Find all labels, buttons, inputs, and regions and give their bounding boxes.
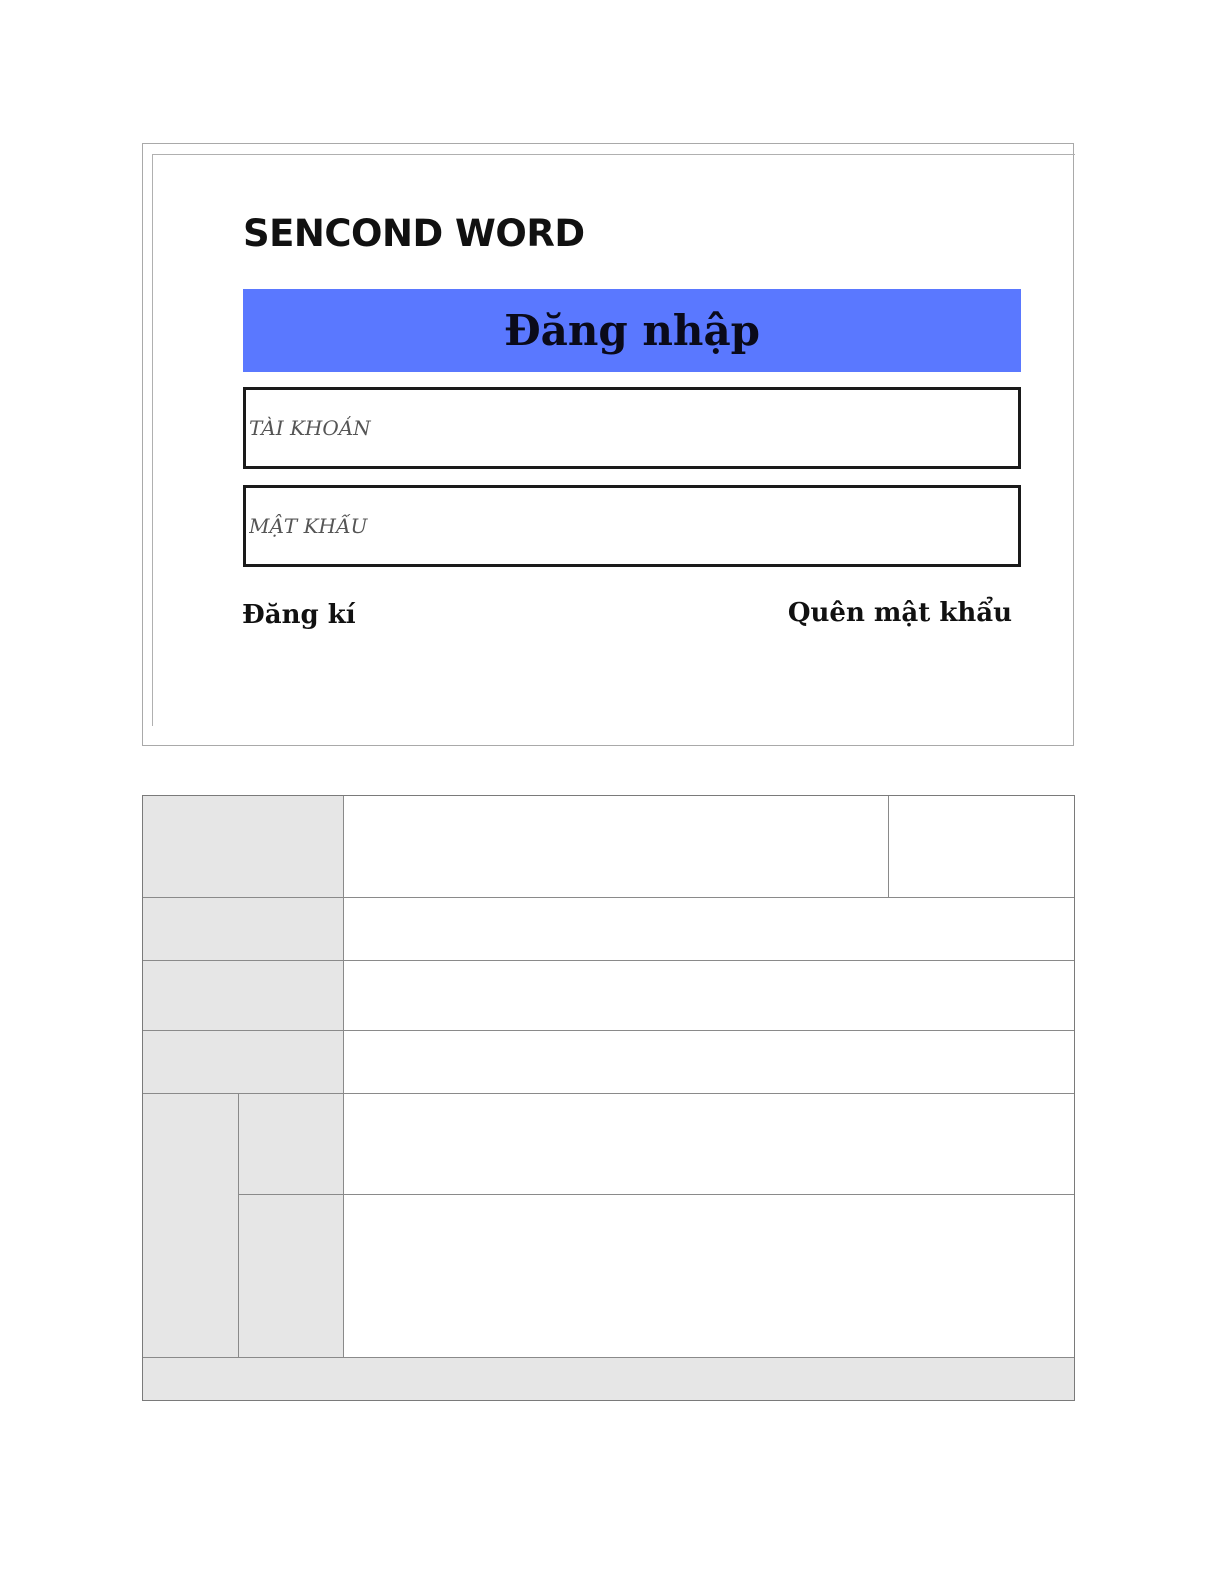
spec-table — [142, 795, 1075, 1401]
table-label-cell — [143, 898, 343, 961]
table-label-cell — [239, 1194, 343, 1358]
table-row-divider — [143, 1030, 1074, 1031]
password-field-box — [243, 485, 1021, 567]
table-label-cell — [143, 961, 343, 1031]
table-label-cell — [143, 796, 343, 898]
table-col-divider — [238, 1094, 239, 1358]
login-header-label: Đăng nhập — [503, 306, 761, 355]
register-link[interactable]: Đăng kí — [242, 600, 356, 630]
login-header — [243, 289, 1021, 372]
table-col-divider — [343, 796, 344, 1358]
table-label-cell — [143, 1094, 239, 1358]
username-field-box — [243, 387, 1021, 469]
forgot-password-link[interactable]: Quên mật khẩu — [787, 598, 1012, 628]
table-footer-cell — [143, 1358, 1074, 1400]
table-label-cell — [239, 1094, 343, 1194]
table-row-divider — [143, 1093, 1074, 1094]
table-row-divider — [143, 1357, 1074, 1358]
table-col-divider — [888, 796, 889, 898]
table-row-divider — [143, 897, 1074, 898]
app-title: SENCOND WORD — [243, 212, 585, 255]
table-row-divider — [239, 1194, 1074, 1195]
username-input[interactable] — [246, 390, 1018, 466]
table-label-cell — [143, 1031, 343, 1094]
table-row-divider — [143, 960, 1074, 961]
password-input[interactable] — [246, 488, 1018, 564]
